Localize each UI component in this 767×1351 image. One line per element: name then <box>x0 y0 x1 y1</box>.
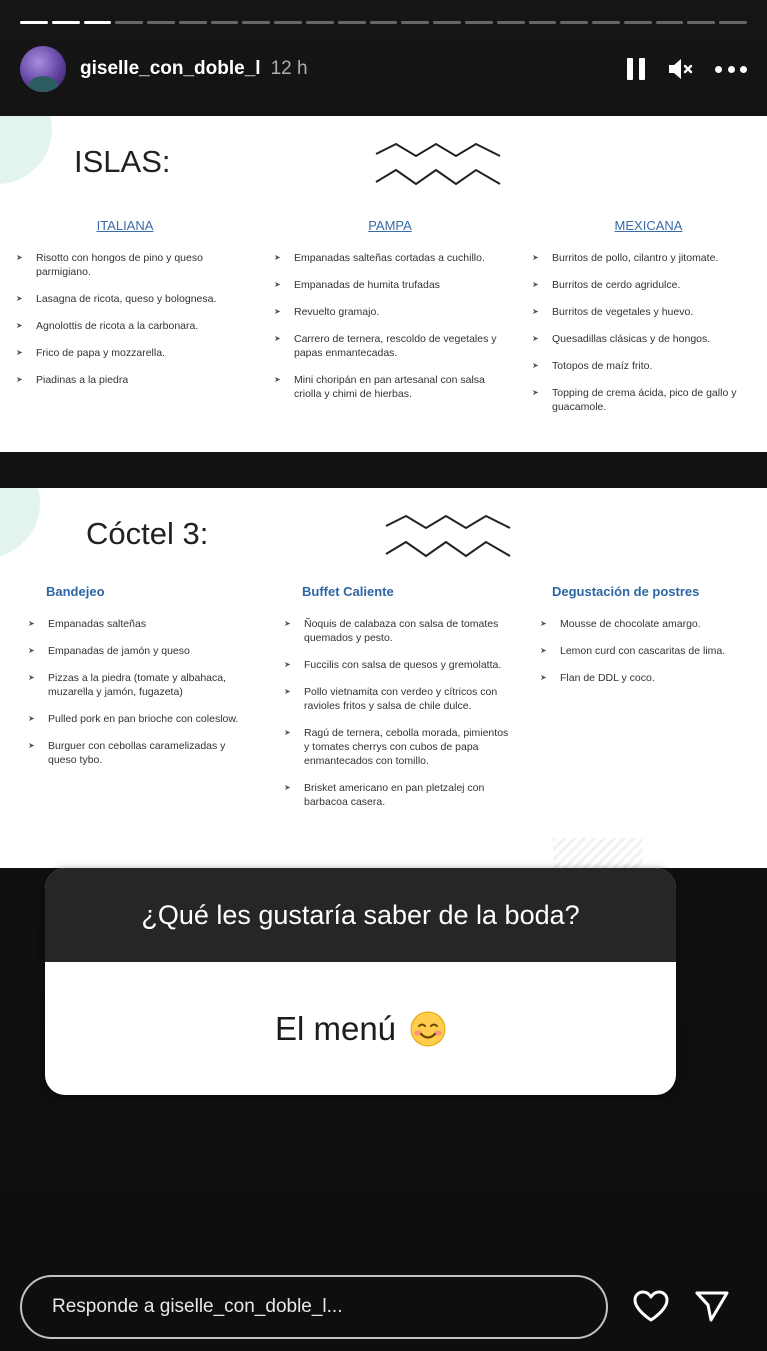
menu-item: ➤ Agnolottis de ricota a la carbonara. <box>14 319 236 333</box>
menu-item: ➤ Mini choripán en pan artesanal con salsa criolla y chimi de hierbas. <box>272 373 508 401</box>
menu-item: ➤ Revuelto gramajo. <box>272 305 508 319</box>
speaker-muted-icon[interactable] <box>667 57 693 81</box>
progress-segment <box>179 21 207 24</box>
menu-item: ➤ Mousse de chocolate amargo. <box>538 617 760 631</box>
send-icon[interactable] <box>694 1289 730 1323</box>
avatar[interactable] <box>20 46 66 92</box>
menu-item: ➤ Topping de crema ácida, pico de gallo y guacamole. <box>530 386 767 414</box>
heart-icon[interactable] <box>632 1289 670 1323</box>
decorative-blob <box>0 116 52 184</box>
menu-column-italiana <box>14 218 236 400</box>
menu-item: ➤ Fuccilis con salsa de quesos y gremolatta. <box>282 658 514 672</box>
zigzag-decoration <box>374 140 504 192</box>
progress-segment <box>401 21 429 24</box>
progress-segment <box>20 21 48 24</box>
menu-column-buffet <box>282 584 514 822</box>
progress-segment <box>497 21 525 24</box>
menu-item: ➤ Empanadas salteñas <box>26 617 254 631</box>
slide-title: Cóctel 3: <box>86 516 209 551</box>
more-dots-icon[interactable] <box>715 65 747 73</box>
menu-column-mexicana <box>530 218 767 427</box>
menu-column-postres <box>538 584 760 698</box>
menu-item: ➤ Quesadillas clásicas y de hongos. <box>530 332 767 346</box>
column-heading: PAMPA <box>368 218 412 233</box>
menu-item: ➤ Brisket americano en pan pletzalej con barbacoa casera. <box>282 781 514 809</box>
progress-segment <box>52 21 80 24</box>
menu-item: ➤ Empanadas de jamón y queso <box>26 644 254 658</box>
progress-segment <box>465 21 493 24</box>
hatch-decoration <box>553 838 643 868</box>
username[interactable]: giselle_con_doble_l <box>80 58 261 79</box>
column-heading: MEXICANA <box>614 218 683 233</box>
menu-item: ➤ Burritos de vegetales y huevo. <box>530 305 767 319</box>
menu-item: ➤ Lemon curd con cascaritas de lima. <box>538 644 760 658</box>
progress-segment <box>624 21 652 24</box>
progress-segment <box>242 21 270 24</box>
story-controls <box>627 57 747 81</box>
menu-item: ➤ Lasagna de ricota, queso y bolognesa. <box>14 292 236 306</box>
answer-text: El menú <box>274 1009 397 1047</box>
progress-segment <box>211 21 239 24</box>
menu-items-list <box>26 617 254 767</box>
zigzag-decoration <box>384 512 514 564</box>
progress-segment <box>147 21 175 24</box>
smiling-face-emoji <box>410 1011 446 1047</box>
progress-segment <box>433 21 461 24</box>
menu-column-pampa <box>272 218 508 414</box>
question-sticker[interactable] <box>45 868 676 1095</box>
progress-segment <box>338 21 366 24</box>
menu-item: ➤ Empanadas de humita trufadas <box>272 278 508 292</box>
menu-item: ➤ Pulled pork en pan brioche con coleslow. <box>26 712 254 726</box>
menu-item: ➤ Totopos de maíz frito. <box>530 359 767 373</box>
reply-input[interactable] <box>20 1275 608 1339</box>
menu-item: ➤ Pizzas a la piedra (tomate y albahaca, muzarella y jamón, fugazeta) <box>26 671 254 699</box>
menu-column-bandejeo <box>26 584 254 780</box>
story-progress-bar <box>20 21 747 24</box>
column-heading: Bandejeo <box>46 584 105 599</box>
menu-items-list <box>272 251 508 401</box>
column-heading: Degustación de postres <box>552 584 700 599</box>
progress-segment <box>656 21 684 24</box>
menu-item: ➤ Ñoquis de calabaza con salsa de tomates quemados y pesto. <box>282 617 514 645</box>
menu-item: ➤ Burguer con cebollas caramelizadas y queso tybo. <box>26 739 254 767</box>
progress-segment <box>687 21 715 24</box>
progress-segment <box>560 21 588 24</box>
decorative-blob <box>0 488 40 558</box>
slide-title: ISLAS: <box>74 144 171 179</box>
menu-item: ➤ Ragú de ternera, cebolla morada, pimientos y tomates cherrys con cubos de papa enmantecados con tomillo. <box>282 726 514 768</box>
menu-items-list <box>530 251 767 414</box>
post-time: 12 h <box>270 58 308 79</box>
progress-segment <box>84 21 112 24</box>
menu-slide-coctel <box>0 488 767 868</box>
progress-segment <box>529 21 557 24</box>
menu-slide-islas <box>0 116 767 452</box>
menu-item: ➤ Pollo vietnamita con verdeo y cítricos con ravioles fritos y salsa de chile dulce. <box>282 685 514 713</box>
menu-item: ➤ Empanadas salteñas cortadas a cuchillo. <box>272 251 508 265</box>
menu-item: ➤ Flan de DDL y coco. <box>538 671 760 685</box>
story-header <box>20 44 747 94</box>
menu-item: ➤ Frico de papa y mozzarella. <box>14 346 236 360</box>
question-prompt: ¿Qué les gustaría saber de la boda? <box>45 868 676 962</box>
menu-item: ➤ Burritos de pollo, cilantro y jitomate. <box>530 251 767 265</box>
pause-icon[interactable] <box>627 58 645 80</box>
progress-segment <box>370 21 398 24</box>
menu-items-list <box>14 251 236 387</box>
menu-item: ➤ Burritos de cerdo agridulce. <box>530 278 767 292</box>
menu-items-list <box>538 617 760 685</box>
column-heading: ITALIANA <box>96 218 154 233</box>
menu-item: ➤ Piadinas a la piedra <box>14 373 236 387</box>
menu-item: ➤ Carrero de ternera, rescoldo de vegetales y papas enmantecadas. <box>272 332 508 360</box>
column-heading: Buffet Caliente <box>302 584 394 599</box>
progress-segment <box>592 21 620 24</box>
menu-items-list <box>282 617 514 809</box>
progress-segment <box>306 21 334 24</box>
progress-segment <box>719 21 747 24</box>
progress-segment <box>115 21 143 24</box>
progress-segment <box>274 21 302 24</box>
question-answer <box>45 962 676 1095</box>
menu-item: ➤ Risotto con hongos de pino y queso parmigiano. <box>14 251 236 279</box>
